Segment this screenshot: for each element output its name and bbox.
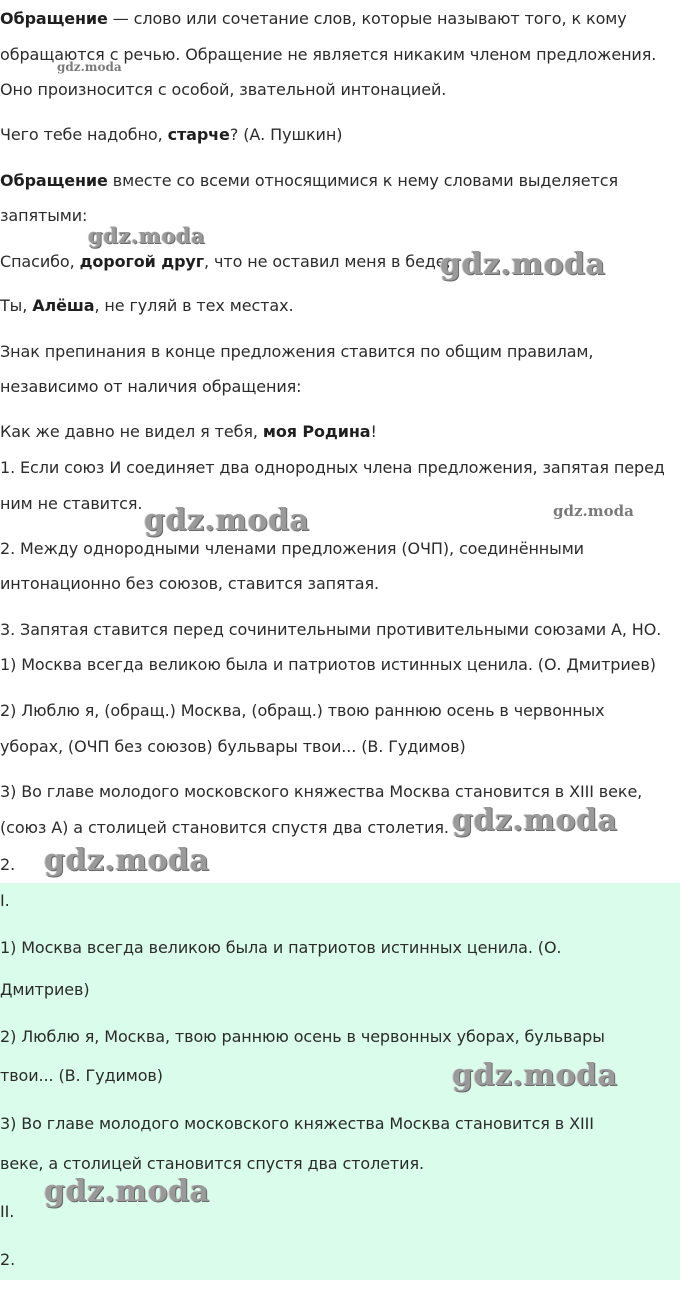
- example-line: Спасибо, дорогой друг, что не оставил меня в беде;: [0, 252, 451, 271]
- example-line: Чего тебе надобно, старче? (А. Пушкин): [0, 125, 343, 144]
- definition-line-3: Оно произносится с особой, звательной интонацией.: [0, 80, 447, 99]
- analysis-sentence-1: 1) Москва всегда великою была и патриотов истинных ценила. (О. Дмитриев): [0, 655, 656, 674]
- watermark-logo: gdz.moda: [452, 1058, 618, 1093]
- rule-line-2: запятыми:: [0, 206, 88, 225]
- punctuation-rule-3: 3. Запятая ставится перед сочинительными противительными союзами А, НО.: [0, 620, 662, 639]
- answer-sentence-3-cont: веке, а столицей становится спустя два столетия.: [0, 1154, 424, 1173]
- answer-sentence-1: 1) Москва всегда великою была и патриотов истинных ценила. (О.: [0, 938, 562, 957]
- answer-sentence-2: 2) Люблю я, Москва, твою раннюю осень в червонных уборах, бульвары: [0, 1027, 605, 1046]
- definition-line-1: Обращение — слово или сочетание слов, которые называют того, к кому: [0, 9, 627, 28]
- example-line: Ты, Алёша, не гуляй в тех местах.: [0, 296, 294, 315]
- answer-label-2: II.: [0, 1202, 15, 1221]
- rule-line-1: Обращение вместе со всеми относящимися к нему словами выделяется: [0, 171, 618, 190]
- rule-line-3: Знак препинания в конце предложения ставится по общим правилам,: [0, 342, 594, 361]
- punctuation-rule-2-cont: интонационно без союзов, ставится запятая.: [0, 574, 379, 593]
- section-number: 2.: [0, 855, 16, 874]
- answer-sentence-3: 3) Во главе молодого московского княжества Москва становится в XIII: [0, 1114, 594, 1133]
- example-line: Как же давно не видел я тебя, моя Родина!: [0, 422, 377, 441]
- analysis-sentence-2: 2) Люблю я, (обращ.) Москва, (обращ.) твою раннюю осень в червонных: [0, 701, 605, 720]
- watermark-logo: gdz.moda: [88, 223, 206, 248]
- watermark-logo: gdz.moda: [44, 1174, 210, 1209]
- analysis-sentence-2-cont: уборах, (ОЧП без союзов) бульвары твои... (В. Гудимов): [0, 737, 466, 756]
- watermark-logo: gdz.moda: [57, 60, 122, 74]
- watermark-logo: gdz.moda: [452, 803, 618, 838]
- punctuation-rule-2: 2. Между однородными членами предложения (ОЧП), соединёнными: [0, 539, 584, 558]
- answer-label-3: 2.: [0, 1250, 16, 1269]
- watermark-logo: gdz.moda: [44, 843, 210, 878]
- watermark-logo: gdz.moda: [553, 502, 634, 520]
- answer-sentence-2-cont: твои... (В. Гудимов): [0, 1066, 163, 1085]
- answer-label-1: I.: [0, 891, 10, 910]
- rule-line-4: независимо от наличия обращения:: [0, 377, 302, 396]
- analysis-sentence-3-cont: (союз А) а столицей становится спустя два столетия.: [0, 818, 449, 837]
- watermark-logo: gdz.moda: [440, 247, 606, 282]
- punctuation-rule-1-cont: ним не ставится.: [0, 494, 143, 513]
- watermark-logo: gdz.moda: [144, 503, 310, 538]
- term-bold: Обращение: [0, 9, 108, 28]
- definition-line-2: обращаются с речью. Обращение не является никаким членом предложения.: [0, 45, 657, 64]
- answer-sentence-1-cont: Дмитриев): [0, 980, 90, 999]
- punctuation-rule-1: 1. Если союз И соединяет два однородных члена предложения, запятая перед: [0, 458, 665, 477]
- analysis-sentence-3: 3) Во главе молодого московского княжества Москва становится в XIII веке,: [0, 782, 643, 801]
